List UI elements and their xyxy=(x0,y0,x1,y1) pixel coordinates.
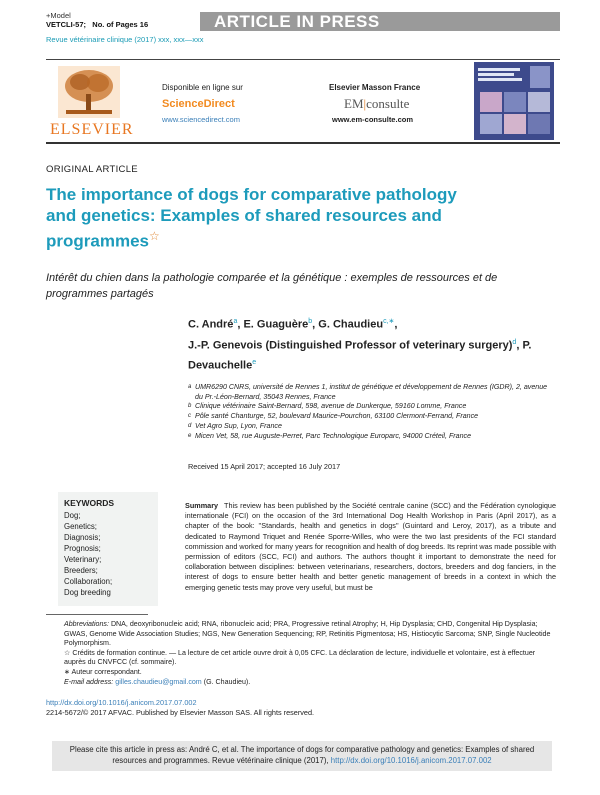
summary-paragraph xyxy=(185,501,556,593)
credits-note: ☆ Crédits de formation continue. — La lecture de cet article ouvre droit à 0,05 CFC. La déclaration de lecture, individuelle et volontaire, est à effectuer auprès du CNVFCC (cf. sommaire). xyxy=(64,648,536,667)
banner-top-rule xyxy=(46,59,560,60)
footnote-rule xyxy=(46,614,148,615)
page-count: No. of Pages 16 xyxy=(92,20,149,29)
em-consulte-link[interactable]: www.em-consulte.com xyxy=(332,115,413,124)
publisher-label: Elsevier Masson France xyxy=(329,83,421,92)
keyword: Veterinary; xyxy=(64,555,102,564)
star-footnote-mark: ☆ xyxy=(64,648,71,657)
affiliation: c Pôle santé Chanturge, 52, boulevard Maurice-Pourchon, 63100 Clermont-Ferrand, France xyxy=(188,412,479,421)
sciencedirect-link[interactable]: www.sciencedirect.com xyxy=(162,115,240,124)
keyword: Collaboration; xyxy=(64,577,113,586)
journal-citation: Revue vétérinaire clinique (2017) xxx, xxx—xxx xyxy=(46,35,204,44)
author-affil-mark[interactable]: c,∗ xyxy=(383,318,395,325)
summary-label: Summary xyxy=(185,501,219,510)
ref-code: VETCLI-57; xyxy=(46,20,87,29)
affiliation: b Clinique vétérinaire Saint-Bernard, 598, avenue de Dunkerque, 59160 Lomme, France xyxy=(188,402,467,411)
model-tag: +Model xyxy=(46,11,71,20)
author: P. Devauchelle xyxy=(188,339,532,372)
author-affil-mark[interactable]: e xyxy=(252,359,257,367)
available-online-label: Disponible en ligne sur xyxy=(162,83,243,92)
em-consulte-logo: EM|consulte xyxy=(344,96,410,111)
footnotes xyxy=(46,620,556,687)
em-logo-part-a: EM xyxy=(344,96,364,111)
author-affil-mark[interactable]: d xyxy=(512,338,517,346)
citation-box xyxy=(52,741,552,771)
keyword: Breeders; xyxy=(64,566,98,575)
elsevier-tree-icon xyxy=(58,66,120,118)
author-affil-mark[interactable]: b xyxy=(308,318,313,325)
affiliation: a UMR6290 CNRS, université de Rennes 1, institut de génétique et développement de Rennes (IGDR), 2, avenue du Pr.-Léon-Bernard, 35043 Rennes, France xyxy=(188,383,548,401)
article-title-text: The importance of dogs for comparative pathology and genetics: Examples of shared resources and programmes xyxy=(46,185,457,251)
summary-text: This review has been published by the Société centrale canine (SCC) and the Fédération cynologique internationale (FCI) on the occasion of the 3rd International Dog Health Workshop in Paris (April 2017), as a chapter of the book: ''Standards, health and genetics in dogs'' (Guintard and Leroy, 2017), as a tribute and dedicated to Raymond Triquet and Renée Sporre-Willes, who were the two last presidents of the FCI standard commission and worked for many years for recognition and health of dog breeds. Its reprint was made possible with permission of editors (SCC, FCI) and authors. The authors thought it important to demonstrate the need for collaboration between disciplines: between veterinarians, researchers, doctors, breeders and dog fanciers, in the interest of dogs to ensure better health and better genetic management of breeds in a context in which the emerging genetic tests may prove very useful, but must be xyxy=(185,501,556,592)
article-title xyxy=(46,184,466,252)
article-ref xyxy=(46,20,148,29)
article-type: ORIGINAL ARTICLE xyxy=(46,164,138,175)
author-affil-mark[interactable]: a xyxy=(233,318,238,325)
keywords-heading: KEYWORDS xyxy=(64,498,115,508)
author-list: C. André$^a$, E. Guaguère$^b$, G. Chaudieu$^{c,∗}$, J.-P. Genevois (Distinguished Professor of veterinary surgery)$^d$, P. Devauchelle$^e$ xyxy=(188,318,532,372)
keywords-box xyxy=(58,492,158,606)
article-in-press-banner: ARTICLE IN PRESS xyxy=(200,12,560,31)
affiliation: d Vet Agro Sup, Lyon, France xyxy=(188,421,282,430)
author: G. Chaudieu xyxy=(318,318,384,331)
email-link[interactable]: gilles.chaudieu@gmail.com xyxy=(115,677,202,686)
french-title: Intérêt du chien dans la pathologie comparée et la génétique : exemples de ressources et de programmes partagés xyxy=(46,272,498,300)
banner-bottom-rule xyxy=(46,142,560,144)
sciencedirect-logo: ScienceDirect xyxy=(162,98,235,110)
title-footnote-star[interactable]: ☆ xyxy=(148,229,160,243)
abbreviations-note: Abbreviations: DNA, deoxyribonucleic acid; RNA, ribonucleic acid; PRA, Progressive retinal Atrophy; H, Hip Dysplasia; CHD, Congenital Hip Dysplasia; GWAS, Genome Wide Association Studies; NGS, New Generation Sequencing; RP, Retinitis Pigmentosa; HS, Histiocytic Sarcoma; SNP, Single Nucleotide Polymorphism. xyxy=(64,620,551,648)
email-note: E-mail address: gilles.chaudieu@gmail.com (G. Chaudieu). xyxy=(64,677,251,686)
corresponding-note: ∗ Auteur correspondant. xyxy=(64,667,142,676)
elsevier-logo: ELSEVIER xyxy=(50,121,134,138)
affiliation: e Micen Vet, 58, rue Auguste-Perret, Parc Technologique Europarc, 94000 Créteil, France xyxy=(188,431,472,440)
author: E. Guaguère xyxy=(243,318,309,331)
keyword: Dog; xyxy=(64,511,81,520)
citation-doi-link[interactable]: http://dx.doi.org/10.1016/j.anicom.2017.07.002 xyxy=(330,756,492,765)
keyword: Prognosis; xyxy=(64,544,101,553)
em-logo-part-b: consulte xyxy=(366,96,410,111)
copyright-line: 2214-5672/© 2017 AFVAC. Published by Elsevier Masson SAS. All rights reserved. xyxy=(46,708,315,717)
keyword: Dog breeding xyxy=(64,588,111,597)
keyword: Genetics; xyxy=(64,522,97,531)
affiliation-list xyxy=(188,383,548,441)
journal-cover-image xyxy=(474,62,554,140)
keyword: Diagnosis; xyxy=(64,533,101,542)
citation-text: Please cite this article in press as: André C, et al. The importance of dogs for comparative pathology and genetics: Examples of shared resources and programmes. Revue vétérinaire clinique (2017), xyxy=(69,745,535,765)
received-dates: Received 15 April 2017; accepted 16 July 2017 xyxy=(188,462,341,471)
author: J.-P. Genevois (Distinguished Professor of veterinary surgery) xyxy=(188,339,513,352)
author: C. André xyxy=(188,318,234,331)
doi-link[interactable]: http://dx.doi.org/10.1016/j.anicom.2017.07.002 xyxy=(46,698,197,707)
